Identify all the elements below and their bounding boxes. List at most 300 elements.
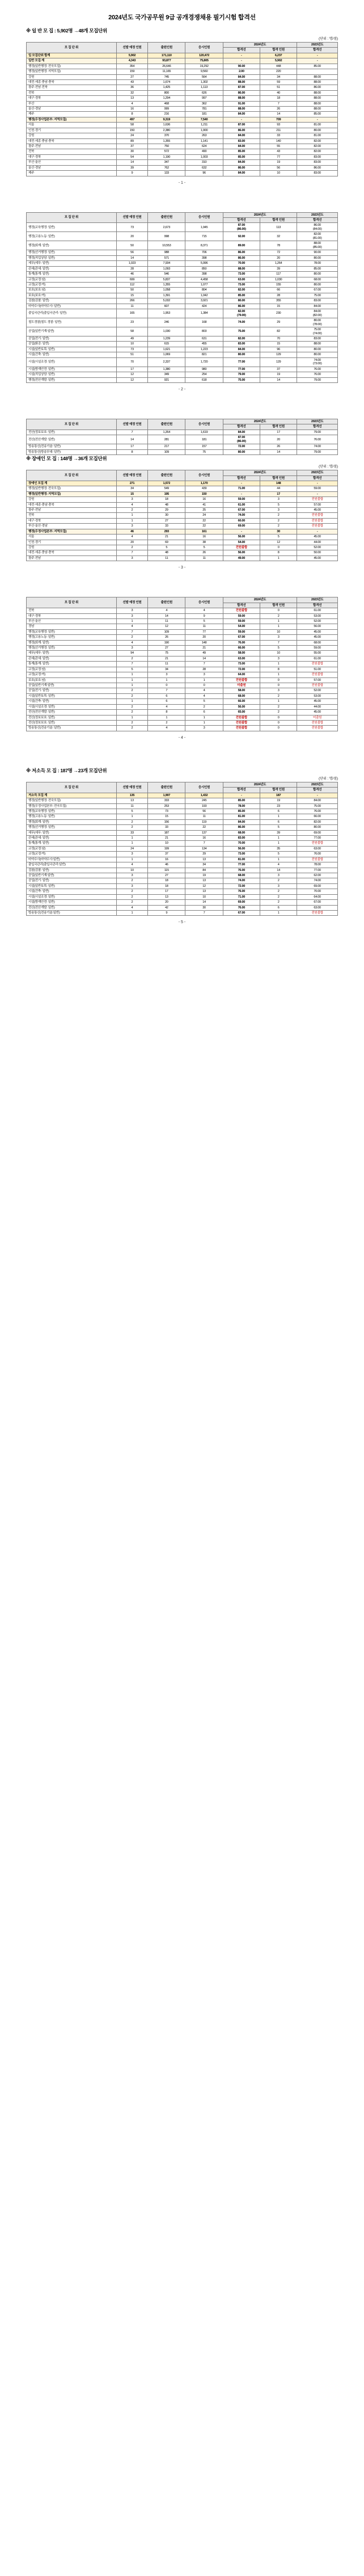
- row-cell: 27: [148, 518, 185, 523]
- row-cell: 8: [116, 112, 147, 117]
- row-cell: 14: [185, 900, 223, 905]
- row-cell: 2: [116, 720, 147, 725]
- row-label: 강원: [27, 74, 117, 79]
- table-row: [27, 508, 338, 513]
- row-cell: 11,165: [148, 69, 185, 74]
- row-cell: 30: [116, 149, 147, 154]
- row-cell: 전원불합: [297, 672, 338, 677]
- row-cell: 78.00: [223, 803, 260, 809]
- table-row: [27, 667, 338, 672]
- row-cell: 71.00: [223, 486, 260, 491]
- table-row: [27, 662, 338, 667]
- row-cell: 58.00: [223, 688, 260, 693]
- row-cell: 7: [185, 910, 223, 915]
- row-cell: 13: [185, 889, 223, 894]
- row-cell: 271: [116, 481, 147, 486]
- table-row: [27, 656, 338, 661]
- row-label: 광주·전남: [27, 144, 117, 149]
- table-row: [27, 497, 338, 502]
- row-cell: 2: [260, 704, 297, 709]
- row-cell: -: [223, 481, 260, 486]
- row-cell: 83.00: [297, 336, 338, 342]
- row-cell: 28: [260, 293, 297, 298]
- row-cell: 4: [260, 862, 297, 868]
- row-cell: 51: [260, 85, 297, 90]
- row-cell: 2: [260, 524, 297, 529]
- row-cell: 16: [185, 534, 223, 540]
- table-row: [27, 160, 338, 165]
- table-row: [27, 798, 338, 803]
- row-cell: 78.00: [297, 261, 338, 266]
- row-cell: 230: [260, 309, 297, 318]
- row-cell: 2: [116, 704, 147, 709]
- row-cell: 3: [260, 497, 297, 502]
- row-cell: 624: [185, 144, 223, 149]
- row-label: 행정(선거행정: 일반): [27, 646, 117, 651]
- table-header-row: [27, 470, 338, 475]
- unit-label: (단위 : 명/점): [319, 465, 338, 469]
- row-cell: 82.00: [297, 149, 338, 154]
- row-label: 행정(일반행정: 전국모집): [27, 486, 117, 491]
- row-label: 보호(보호:남): [27, 288, 117, 293]
- row-cell: 135: [116, 793, 147, 798]
- row-label: 대구·경북: [27, 96, 117, 101]
- row-cell: 781: [185, 107, 223, 112]
- row-label: 울산·경남: [27, 165, 117, 170]
- row-cell: 10: [116, 342, 147, 347]
- row-cell: 54.00: [223, 540, 260, 545]
- row-cell: 83.00: [297, 171, 338, 176]
- row-cell: 155: [260, 282, 297, 287]
- row-cell: 49: [185, 651, 223, 656]
- row-cell: 2.00: [223, 69, 260, 74]
- row-cell: 980: [185, 367, 223, 372]
- row-cell: 76.00: [297, 809, 338, 814]
- row-label: 시설(직업상담: 일반): [27, 372, 117, 377]
- table-row: [27, 513, 338, 518]
- page-sheet: [0, 587, 364, 740]
- row-cell: 81.00: [297, 133, 338, 138]
- row-cell: 3: [116, 613, 147, 618]
- row-cell: 전원불합: [223, 677, 260, 683]
- row-cell: 2: [116, 693, 147, 698]
- column-header: 합격선: [223, 475, 260, 481]
- row-cell: 83.00: [223, 836, 260, 841]
- row-cell: 80.00: [297, 347, 338, 352]
- row-cell: 82.00: [297, 144, 338, 149]
- row-label: 보호(보호:남): [27, 677, 117, 683]
- row-label: 교정(교정:여): [27, 852, 117, 857]
- row-cell: 25: [185, 508, 223, 513]
- row-cell: 21: [148, 656, 185, 661]
- row-cell: 29: [185, 852, 223, 857]
- column-header: 모 집 단 위: [27, 782, 117, 793]
- row-label: 행정(고용노동: 일반): [27, 635, 117, 640]
- row-cell: 84.00: [297, 304, 338, 309]
- row-label: 강원: [27, 545, 117, 550]
- row-cell: 1,211: [185, 123, 223, 128]
- row-cell: 80.00: [297, 282, 338, 287]
- row-cell: 43: [116, 79, 147, 85]
- data-table: [26, 419, 338, 455]
- row-cell: 77.00: [223, 862, 260, 868]
- column-header: 출원인원: [148, 782, 185, 793]
- row-cell: 77: [260, 154, 297, 159]
- row-cell: 13: [185, 878, 223, 883]
- table-row: [27, 809, 338, 814]
- table-row: [27, 534, 338, 540]
- row-cell: 9,560: [185, 69, 223, 74]
- row-label: 강원: [27, 133, 117, 138]
- row-cell: 2: [260, 894, 297, 899]
- row-cell: 3: [260, 688, 297, 693]
- row-cell: 211: [260, 128, 297, 133]
- row-cell: 32: [260, 232, 297, 241]
- row-cell: 216: [148, 112, 185, 117]
- row-cell: 14: [260, 449, 297, 454]
- row-cell: 39: [116, 165, 147, 170]
- row-cell: 3: [116, 852, 147, 857]
- row-cell: 3: [260, 508, 297, 513]
- table-row: [27, 693, 338, 698]
- row-cell: 11: [185, 814, 223, 819]
- row-cell: 88.00: [297, 90, 338, 95]
- row-cell: 1,141: [185, 138, 223, 144]
- row-cell: 10,553: [148, 241, 185, 250]
- table-row: [27, 133, 338, 138]
- column-header: 합격 인원: [260, 788, 297, 793]
- row-cell: 15: [116, 293, 147, 298]
- row-label: 행정(고용노동: 일반): [27, 232, 117, 241]
- row-cell: 1: [260, 910, 297, 915]
- row-cell: 129: [260, 352, 297, 357]
- row-cell: 16: [116, 107, 147, 112]
- row-cell: 3: [116, 646, 147, 651]
- row-cell: 16: [185, 497, 223, 502]
- row-label: 공업(전기: 일반): [27, 336, 117, 342]
- row-cell: 1,425: [148, 85, 185, 90]
- row-cell: 1,239: [148, 336, 185, 342]
- row-cell: 63.00: [223, 277, 260, 282]
- row-cell: 61.00: [223, 502, 260, 507]
- row-label: 제주: [27, 112, 117, 117]
- row-cell: 115: [148, 868, 185, 873]
- column-header: 출원인원: [148, 597, 185, 608]
- row-cell: 83.00: [223, 342, 260, 347]
- table-row: [27, 491, 338, 496]
- row-cell: 20: [185, 635, 223, 640]
- row-cell: 2: [116, 900, 147, 905]
- table-row: [27, 107, 338, 112]
- row-label: 마약수사(마약수사: 일반): [27, 304, 117, 309]
- row-cell: 6: [260, 809, 297, 814]
- row-cell: 77.00: [297, 836, 338, 841]
- column-header: 2024년도: [223, 470, 297, 475]
- row-cell: 63.00: [297, 905, 338, 910]
- row-cell: 20: [148, 900, 185, 905]
- row-cell: 39: [260, 830, 297, 835]
- table-row: [27, 112, 338, 117]
- row-cell: 850: [185, 266, 223, 271]
- row-cell: 2: [260, 878, 297, 883]
- row-cell: -: [223, 117, 260, 122]
- row-cell: 14: [260, 377, 297, 382]
- row-cell: 134: [185, 846, 223, 851]
- row-cell: 46: [116, 272, 147, 277]
- row-cell: 3: [116, 608, 147, 613]
- row-cell: 72: [260, 250, 297, 255]
- row-label: 행정(일반행정: 지역모집): [27, 491, 117, 496]
- row-cell: 37: [260, 367, 297, 372]
- row-cell: 58: [116, 123, 147, 128]
- row-label: 시설(건축: 일반): [27, 889, 117, 894]
- row-cell: 74.00: [223, 318, 260, 327]
- row-cell: 85.00: [297, 266, 338, 271]
- row-cell: 69.00: [223, 900, 260, 905]
- row-label: 행정(일반행정: 전국모집): [27, 798, 117, 803]
- row-cell: 84.00: [223, 133, 260, 138]
- row-cell: 77.00: [297, 868, 338, 873]
- row-cell: 3: [116, 873, 147, 878]
- row-cell: 45.00: [297, 699, 338, 704]
- row-cell: 1: [260, 618, 297, 624]
- row-cell: 전원불합: [297, 524, 338, 529]
- row-cell: 33: [260, 133, 297, 138]
- row-cell: 19: [185, 873, 223, 878]
- row-label: 전북: [27, 149, 117, 154]
- column-header: 합격선: [297, 475, 338, 481]
- row-cell: 1,003: [185, 154, 223, 159]
- row-cell: 59.00: [223, 613, 260, 618]
- table-header-row: [27, 212, 338, 217]
- row-cell: 2: [116, 894, 147, 899]
- row-cell: 55: [260, 144, 297, 149]
- row-cell: 7: [116, 629, 147, 634]
- row-cell: 1,058: [148, 288, 185, 293]
- row-cell: 571: [148, 255, 185, 260]
- row-cell: 11: [148, 555, 185, 561]
- row-cell: 66.00: [223, 699, 260, 704]
- row-cell: 84.00: [223, 171, 260, 176]
- row-cell: 72.00: [223, 883, 260, 889]
- row-cell: 75.00: [297, 293, 338, 298]
- row-label: 대전·세종·충남·충북: [27, 79, 117, 85]
- row-cell: 999: [148, 107, 185, 112]
- table-row: [27, 430, 338, 435]
- row-cell: 45.00: [297, 710, 338, 715]
- row-cell: 549: [148, 486, 185, 491]
- table-row: [27, 304, 338, 309]
- row-cell: 1,113: [185, 85, 223, 90]
- row-cell: 9: [116, 171, 147, 176]
- row-cell: 78.00: [297, 862, 338, 868]
- row-cell: 117: [260, 272, 297, 277]
- row-cell: 56: [116, 250, 147, 255]
- table-row: [27, 347, 338, 352]
- row-label: 교정(교정:여): [27, 672, 117, 677]
- row-cell: 81.00: [297, 123, 338, 128]
- row-cell: 1,380: [148, 367, 185, 372]
- row-cell: 64.00: [223, 672, 260, 677]
- row-cell: 17: [116, 444, 147, 449]
- row-cell: 84.00: [297, 798, 338, 803]
- row-cell: 3: [185, 726, 223, 731]
- row-cell: 1,042: [185, 293, 223, 298]
- row-cell: 1: [116, 841, 147, 846]
- row-cell: 156: [148, 819, 185, 824]
- row-cell: 26: [260, 107, 297, 112]
- row-cell: 88.00 (85.00): [297, 241, 338, 250]
- row-cell: 4: [116, 534, 147, 540]
- row-label: 행정(고용노동: 일반): [27, 814, 117, 819]
- row-label: 행정(일반행정: 지역모집): [27, 69, 117, 74]
- table-row: [27, 524, 338, 529]
- row-cell: 84.00: [223, 74, 260, 79]
- row-cell: 9: [148, 910, 185, 915]
- row-cell: -: [223, 793, 260, 798]
- page-separator: [0, 572, 364, 587]
- row-cell: 2: [116, 819, 147, 824]
- row-cell: 187: [260, 793, 297, 798]
- row-label: 광주·전남: [27, 508, 117, 513]
- data-table: [26, 597, 338, 731]
- row-cell: 1: [116, 518, 147, 523]
- page-number: - 1 -: [178, 180, 186, 185]
- row-cell: 18: [260, 96, 297, 101]
- row-cell: 21: [148, 534, 185, 540]
- table-row: [27, 624, 338, 629]
- row-cell: 86.00: [223, 304, 260, 309]
- row-label: 서울: [27, 123, 117, 128]
- table-row: [27, 138, 338, 144]
- row-cell: 150: [116, 128, 147, 133]
- row-cell: 13: [116, 96, 147, 101]
- column-header: 2023년도: [297, 212, 338, 217]
- row-cell: 85.00: [223, 798, 260, 803]
- row-cell: 80.00: [223, 352, 260, 357]
- row-cell: 56.00: [223, 534, 260, 540]
- row-cell: 1: [116, 677, 147, 683]
- row-cell: 32: [116, 90, 147, 95]
- row-cell: 11: [116, 304, 147, 309]
- row-cell: 22: [185, 524, 223, 529]
- row-cell: 81.00: [223, 814, 260, 819]
- row-cell: 56: [260, 165, 297, 170]
- row-cell: 70.00: [223, 261, 260, 266]
- row-cell: 88.00: [297, 107, 338, 112]
- row-label: 통계(통계: 일반): [27, 272, 117, 277]
- row-cell: 36: [116, 85, 147, 90]
- row-cell: 77.00: [223, 357, 260, 367]
- row-cell: 7: [185, 841, 223, 846]
- row-cell: 43: [260, 149, 297, 154]
- row-cell: 12: [185, 883, 223, 889]
- row-cell: 89: [116, 138, 147, 144]
- row-label: 검찰(검찰: 일반): [27, 298, 117, 304]
- column-header: 모 집 단 위: [27, 419, 117, 430]
- row-cell: 77: [185, 629, 223, 634]
- row-cell: 58.00: [223, 651, 260, 656]
- row-cell: 27: [148, 873, 185, 878]
- row-cell: 66: [260, 288, 297, 293]
- row-cell: 12: [116, 372, 147, 377]
- row-cell: 70.00: [223, 841, 260, 846]
- row-cell: 52.00: [297, 618, 338, 624]
- row-cell: 54: [116, 154, 147, 159]
- row-cell: 171,110: [148, 53, 185, 58]
- row-cell: 715: [185, 232, 223, 241]
- row-label: 전산(전산개발: 일반): [27, 435, 117, 444]
- row-cell: -: [297, 58, 338, 64]
- row-cell: 48: [148, 502, 185, 507]
- row-cell: 8,371: [185, 241, 223, 250]
- column-header: 합격 인원: [260, 424, 297, 430]
- row-cell: 9: [185, 613, 223, 618]
- row-cell: 181: [185, 435, 223, 444]
- row-cell: 2: [185, 704, 223, 709]
- row-cell: 46: [148, 862, 185, 868]
- row-cell: 29: [148, 508, 185, 513]
- row-cell: 70: [116, 357, 147, 367]
- row-cell: 266: [116, 298, 147, 304]
- row-cell: 전원불합: [297, 518, 338, 523]
- row-cell: 709: [260, 117, 297, 122]
- row-cell: 83.00: [223, 138, 260, 144]
- row-cell: 109: [148, 629, 185, 634]
- row-cell: 16: [185, 836, 223, 841]
- row-cell: 1,953: [148, 309, 185, 318]
- row-cell: 26: [185, 550, 223, 555]
- column-header: 선발 예정 인원: [116, 470, 147, 481]
- row-label: 전산(정보보호: 일반): [27, 715, 117, 720]
- pages-container: [0, 0, 364, 924]
- row-cell: 5: [116, 809, 147, 814]
- row-cell: 19: [260, 160, 297, 165]
- row-cell: 75: [148, 651, 185, 656]
- table-row: [27, 377, 338, 382]
- row-cell: 96: [185, 171, 223, 176]
- row-cell: 67.00: [297, 900, 338, 905]
- row-cell: 2: [116, 656, 147, 661]
- row-cell: 76.00: [223, 889, 260, 894]
- row-label: 대전·세종·충남·충북: [27, 138, 117, 144]
- row-cell: 1,391: [148, 293, 185, 298]
- row-cell: 20: [116, 232, 147, 241]
- row-cell: 83.00: [297, 298, 338, 304]
- row-cell: 전원불합: [297, 857, 338, 862]
- row-cell: 91.00: [223, 101, 260, 106]
- row-cell: 19,292: [185, 64, 223, 69]
- row-cell: 96: [260, 347, 297, 352]
- row-label: 세무(세무: 일반): [27, 261, 117, 266]
- row-cell: 28: [185, 667, 223, 672]
- row-cell: 1,077: [185, 282, 223, 287]
- row-label: 출입국관리(출입국관리: 일반): [27, 309, 117, 318]
- row-cell: 24: [116, 133, 147, 138]
- row-cell: 21: [185, 646, 223, 651]
- row-cell: 94: [116, 651, 147, 656]
- row-cell: 1,997: [148, 793, 185, 798]
- row-cell: 8: [116, 449, 147, 454]
- row-cell: 21: [148, 836, 185, 841]
- row-label: 마약수사(마약수사:일반): [27, 857, 117, 862]
- row-cell: 14: [116, 160, 147, 165]
- row-cell: 미출원: [223, 683, 260, 688]
- column-header: 선발 예정 인원: [116, 43, 147, 53]
- row-cell: 86.00: [223, 825, 260, 830]
- row-cell: 1,023: [116, 261, 147, 266]
- row-cell: 1,264: [260, 261, 297, 266]
